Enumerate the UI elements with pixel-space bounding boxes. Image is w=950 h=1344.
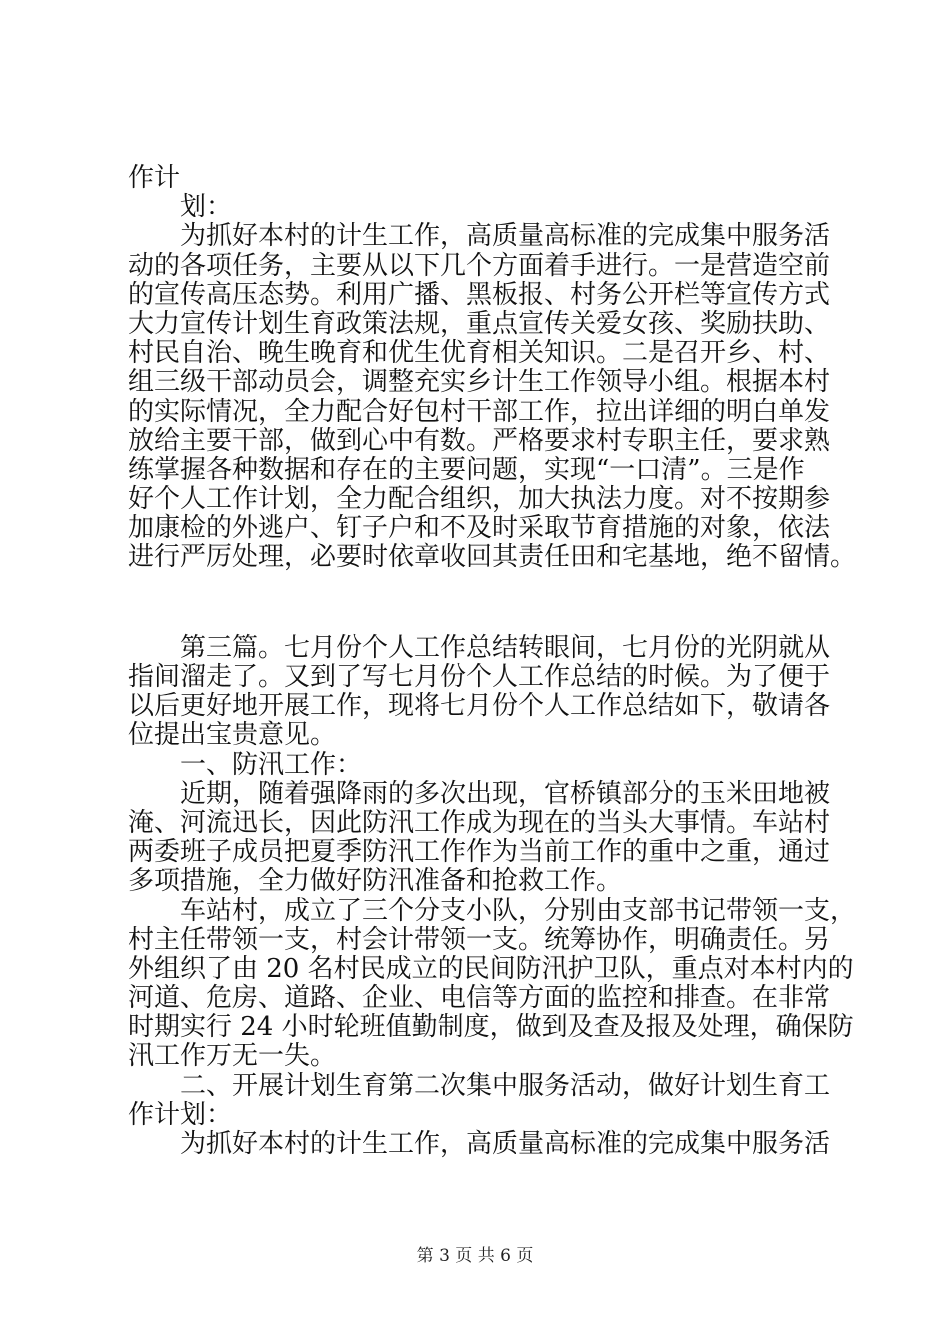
text-line: 位提出宝贵意见。 [128, 720, 337, 751]
text-line: 进行严厉处理，必要时依章收回其责任田和宅基地，绝不留情。 [128, 542, 857, 573]
page-total: 共 6 页 [477, 1246, 534, 1266]
text-line: 汛工作万无一失。 [128, 1041, 337, 1072]
text-line: 动的各项任务，主要从以下几个方面着手进行。一是营造空前 [128, 250, 831, 281]
text-line: 的实际情况，全力配合好包村干部工作，拉出详细的明白单发 [128, 396, 831, 427]
text-line: 近期，随着强降雨的多次出现，官桥镇部分的玉米田地被 [180, 778, 831, 809]
text-line: 淹、河流迅长，因此防汛工作成为现在的当头大事情。车站村 [128, 807, 831, 838]
paragraph-gap [128, 589, 860, 618]
text-line: 放给主要干部，做到心中有数。严格要求村专职主任，要求熟 [128, 425, 831, 456]
text-line: 指间溜走了。又到了写七月份个人工作总结的时候。为了便于 [128, 662, 831, 692]
page-number: 第 3 页 [416, 1246, 473, 1266]
text-line: 划： [180, 192, 233, 223]
text-line: 村民自治、晚生晚育和优生优育相关知识。二是召开乡、村、 [128, 338, 831, 369]
text-line: 为抓好本村的计生工作，高质量高标准的完成集中服务活 [180, 221, 831, 252]
text-line: 河道、危房、道路、企业、电信等方面的监控和排查。在非常 [128, 983, 831, 1014]
text-line: 练掌握各种数据和存在的主要问题，实现“一口清”。三是作 [128, 454, 805, 485]
page-footer [0, 1246, 950, 1266]
text-line: 作计划： [128, 1099, 233, 1130]
text-line: 时期实行 24 小时轮班值勤制度，做到及查及报及处理，确保防 [128, 1012, 854, 1043]
text-line: 两委班子成员把夏季防汛工作作为当前工作的重中之重，通过 [128, 837, 831, 868]
text-line: 外组织了由 20 名村民成立的民间防汛护卫队，重点对本村内的 [128, 953, 854, 984]
text-line: 好个人工作计划，全力配合组织，加大执法力度。对不按期参 [128, 484, 831, 515]
text-line: 第三篇。七月份个人工作总结转眼间，七月份的光阴就从 [180, 632, 831, 663]
text-line: 为抓好本村的计生工作，高质量高标准的完成集中服务活 [180, 1129, 831, 1159]
text-line: 以后更好地开展工作，现将七月份个人工作总结如下，敬请各 [128, 691, 831, 722]
text-line: 组三级干部动员会，调整充实乡计生工作领导小组。根据本村 [128, 367, 831, 398]
text-line: 村主任带领一支，村会计带领一支。统筹协作，明确责任。另 [128, 924, 831, 955]
document-body [128, 164, 860, 1159]
text-line: 加康检的外逃户、钉子户和不及时采取节育措施的对象，依法 [128, 513, 831, 544]
text-line: 一、防汛工作： [180, 749, 363, 780]
text-line: 的宣传高压态势。利用广播、黑板报、村务公开栏等宣传方式 [128, 279, 831, 310]
text-line: 大力宣传计划生育政策法规，重点宣传关爱女孩、奖励扶助、 [128, 308, 831, 339]
text-line: 多项措施，全力做好防汛准备和抢救工作。 [128, 866, 623, 897]
text-line: 作计 [128, 163, 181, 193]
text-line: 二、开展计划生育第二次集中服务活动，做好计划生育工 [180, 1070, 831, 1101]
text-line: 车站村，成立了三个分支小队，分别由支部书记带领一支， [180, 895, 857, 926]
